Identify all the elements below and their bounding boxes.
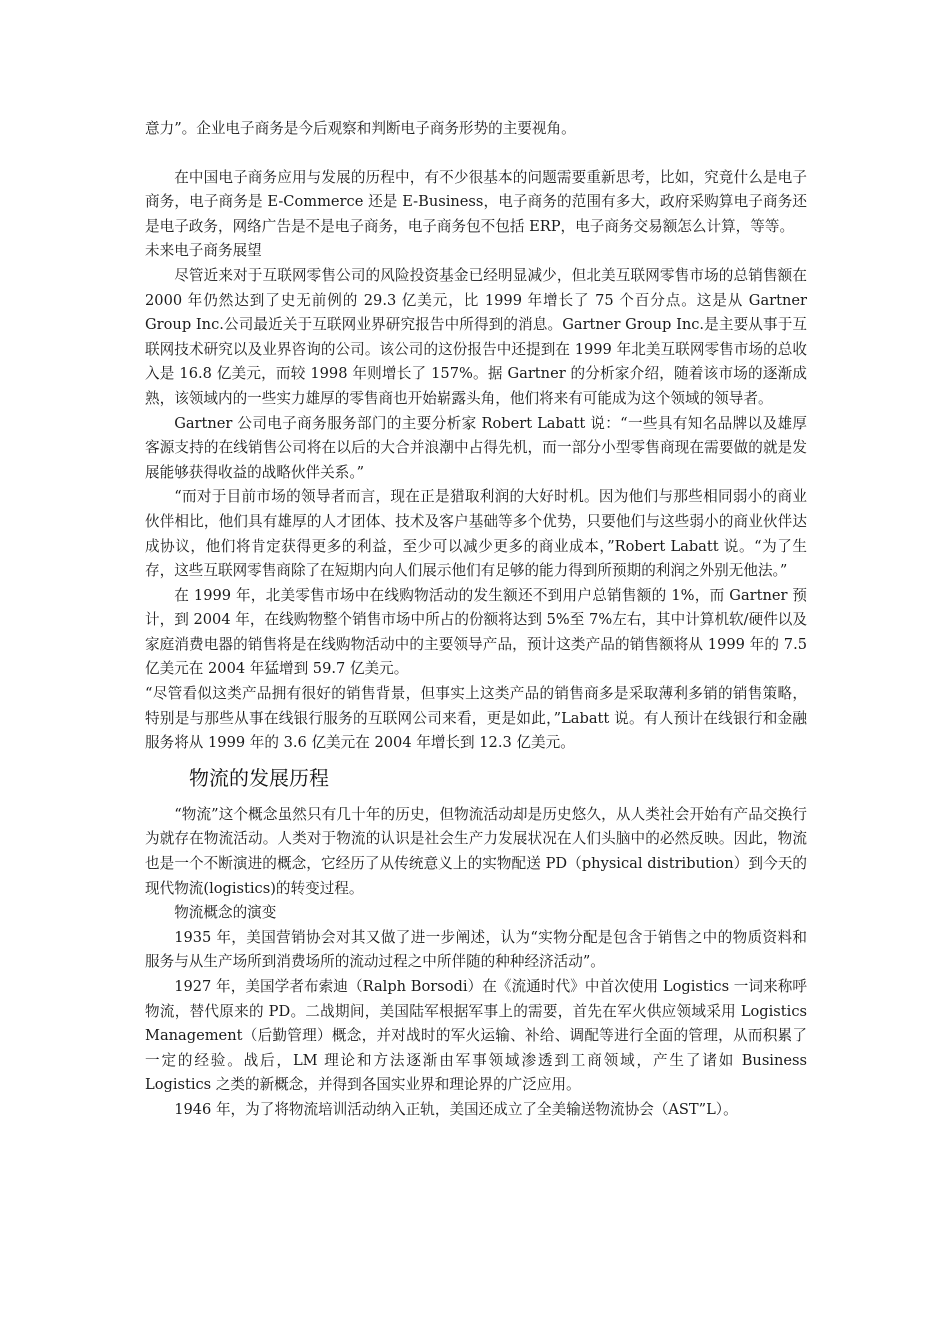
paragraph-gartner-sales: 尽管近来对于互联网零售公司的风险投资基金已经明显减少，但北美互联网零售市场的总销售额在 2000 年仍然达到了史无前例的 29.3 亿美元，比 1999 年增长了 75 个百分点。这是从 Gartner Group Inc.公司最近关于互联网业界研究报告中所得到的消息。Gartner Group Inc.是主要从事于互联网技术研究以及业界咨询的公司。该公司的这份报告中还提到在 1999 年北美互联网零售市场的总收入是 16.8 亿美元，而较 1998 年则增长了 157%。据 Gartner 的分析家介绍，随着该市场的逐渐成熟，该领域内的一些实力雄厚的零售商也开始崭露头角，他们将来有可能成为这个领域的领导者。 — [145, 266, 807, 407]
paragraph-spacer — [145, 142, 807, 166]
paragraph-1946: 1946 年，为了将物流培训活动纳入正轨，美国还成立了全美输送物流协会（AST”L）。 — [174, 1100, 738, 1118]
opening-line: 意力”。企业电子商务是今后观察和判断电子商务形势的主要视角。 — [145, 120, 576, 137]
paragraph-ecommerce-questions: 在中国电子商务应用与发展的历程中，有不少很基本的问题需要重新思考，比如，究竟什么是电子商务，电子商务是 E-Commerce 还是 E-Business，电子商务的范围有多大，政府采购算电子商务还是电子政务，网络广告是不是电子商务，电子商务包不包括 ERP，电子商务交易额怎么计算，等等。 — [145, 168, 807, 235]
paragraph-logistics-intro: “物流”这个概念虽然只有几十年的历史，但物流活动却是历史悠久，从人类社会开始有产品交换行为就存在物流活动。人类对于物流的认识是社会生产力发展状况在人们头脑中的必然反映。因此，物流也是一个不断演进的概念，它经历了从传统意义上的实物配送 PD（physical distribution）到今天的现代物流(logistics)的转变过程。 — [145, 805, 807, 897]
paragraph-online-banking: “尽管看似这类产品拥有很好的销售背景，但事实上这类产品的销售商多是采取薄利多销的销售策略，特别是与那些从事在线银行服务的互联网公司来看，更是如此，”Labatt 说。有人预计在线银行和金融服务将从 1999 年的 3.6 亿美元在 2004 年增长到 12.3 亿美元。 — [145, 685, 807, 752]
paragraph-online-share: 在 1999 年，北美零售市场中在线购物活动的发生额还不到用户总销售额的 1%，而 Gartner 预计，到 2004 年，在线购物整个销售市场中所占的份额将达到 5%至 7%左右，其中计算机软/硬件以及家庭消费电器的销售将是在线购物活动中的主要领导产品，预计这类产品的销售额将从 1999 年的 7.5 亿美元在 2004 年猛增到 59.7 亿美元。 — [145, 586, 807, 678]
paragraph-1935: 1935 年，美国营销协会对其又做了进一步阐述，认为“实物分配是包含于销售之中的物质资料和服务与从生产场所到消费场所的流动过程之中所伴随的种种经济活动”。 — [145, 928, 807, 971]
paragraph-1927: 1927 年，美国学者布索迪（Ralph Borsodi）在《流通时代》中首次使用 Logistics 一词来称呼物流，替代原来的 PD。二战期间，美国陆军根据军事上的需要，首先在军火供应领域采用 Logistics Management（后勤管理）概念，并对战时的军火运输、补给、调配等进行全面的管理，从而积累了一定的经验。战后，LM 理论和方法逐渐由军事领域渗透到工商领域，产生了诸如 Business Logistics 之类的新概念，并得到各国实业界和理论界的广泛应用。 — [145, 978, 807, 1094]
logistics-section-title: 物流的发展历程 — [189, 765, 329, 790]
paragraph-labatt-quote: Gartner 公司电子商务服务部门的主要分析家 Robert Labatt 说：“一些具有知名品牌以及雄厚客源支持的在线销售公司将在以后的大合并浪潮中占得先机，而一部分小型零售商现在需要做的就是发展能够获得收益的战略伙伴关系。” — [145, 414, 807, 481]
logistics-concept-heading: 物流概念的演变 — [174, 904, 277, 922]
document-page — [145, 117, 807, 1123]
future-ecommerce-heading: 未来电子商务展望 — [145, 242, 262, 260]
paragraph-market-leaders: “而对于目前市场的领导者而言，现在正是猎取利润的大好时机。因为他们与那些相同弱小的商业伙伴相比，他们具有雄厚的人才团体、技术及客户基础等多个优势，只要他们与这些弱小的商业伙伴达成协议，他们将肯定获得更多的利益，至少可以减少更多的商业成本，”Robert Labatt 说。“为了生存，这些互联网零售商除了在短期内向人们展示他们有足够的能力得到所预期的利润之外别无他法。” — [145, 488, 807, 580]
